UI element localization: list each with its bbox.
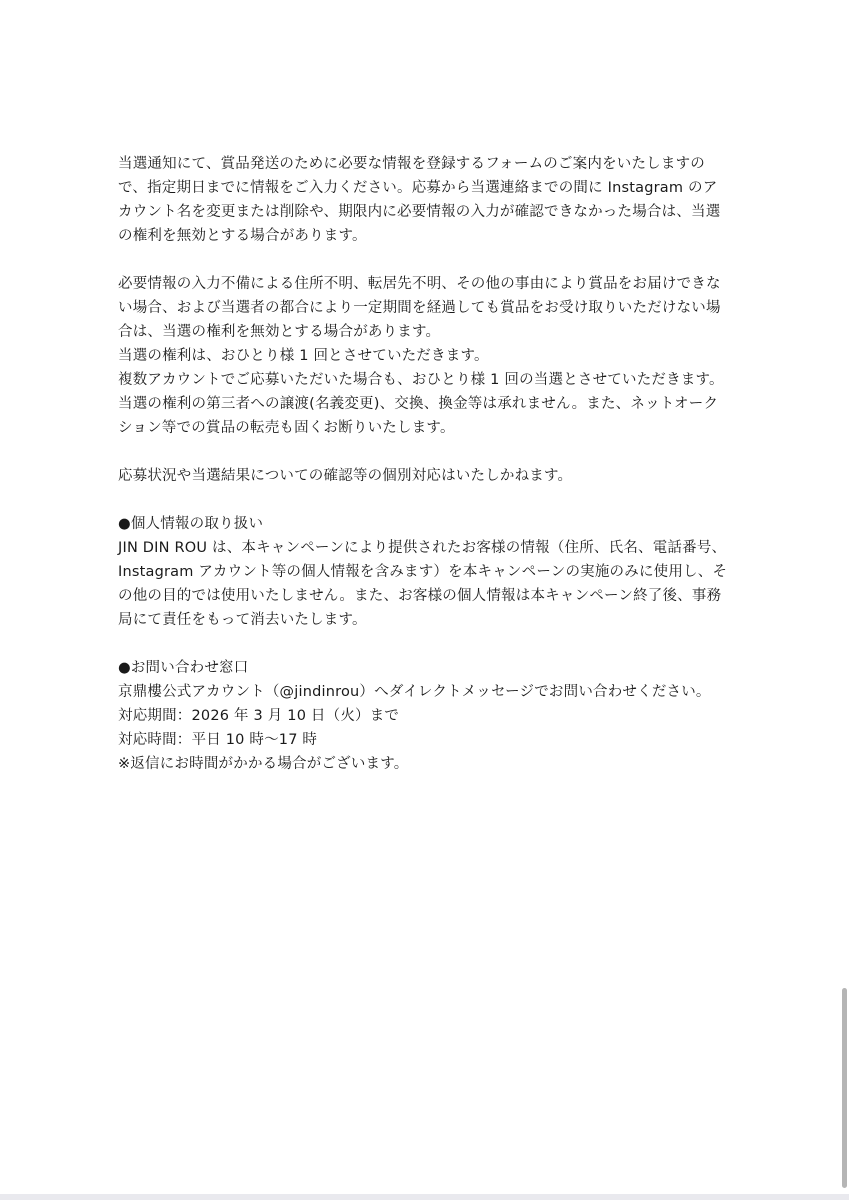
notice-paragraph-3 — [118, 464, 728, 488]
vertical-scrollbar[interactable] — [841, 0, 849, 1192]
text-line: 当選の権利は、おひとり様 1 回とさせていただきます。 — [118, 348, 489, 364]
bottom-edge-bar — [0, 1194, 849, 1200]
document-content — [118, 152, 728, 776]
contact-hours: 対応時間：平日 10 時〜17 時 — [118, 732, 318, 748]
privacy-section — [118, 512, 728, 632]
contact-heading: ●お問い合わせ窓口 — [118, 660, 249, 676]
text-line: 必要情報の入力不備による住所不明、転居先不明、その他の事由により賞品をお届けできない場合、および当選者の都合により一定期間を経過しても賞品をお受け取りいただけない場合は、当選の権利を無効とする場合があります。 — [118, 276, 721, 340]
text-line: 当選通知にて、賞品発送のために必要な情報を登録するフォームのご案内をいたしますので、指定期日までに情報をご入力ください。応募から当選連絡までの間に Instagram のアカウント名を変更または削除や、期限内に必要情報の入力が確認できなかった場合は、当選の権利を無効とする場合があります。 — [118, 156, 721, 244]
paragraph-gap — [118, 440, 728, 464]
privacy-body: JIN DIN ROU は、本キャンペーンにより提供されたお客様の情報（住所、氏名、電話番号、Instagram アカウント等の個人情報を含みます）を本キャンペーンの実施のみに使用し、その他の目的では使用いたしません。また、お客様の個人情報は本キャンペーン終了後、事務局にて責任をもって消去いたします。 — [118, 540, 728, 628]
text-line: 複数アカウントでご応募いただいた場合も、おひとり様 1 回の当選とさせていただきます。 — [118, 372, 724, 388]
paragraph-gap — [118, 632, 728, 656]
privacy-heading: ●個人情報の取り扱い — [118, 516, 264, 532]
contact-period: 対応期間：2026 年 3 月 10 日（火）まで — [118, 708, 400, 724]
contact-section — [118, 656, 728, 776]
contact-line: 京鼎樓公式アカウント（@jindinrou）へダイレクトメッセージでお問い合わせください。 — [118, 684, 711, 700]
paragraph-gap — [118, 248, 728, 272]
notice-paragraph-1 — [118, 152, 728, 248]
contact-note: ※返信にお時間がかかる場合がございます。 — [118, 756, 409, 772]
text-line: 応募状況や当選結果についての確認等の個別対応はいたしかねます。 — [118, 468, 573, 484]
text-line: 当選の権利の第三者への譲渡(名義変更)、交換、換金等は承れません。また、ネットオークション等での賞品の転売も固くお断りいたします。 — [118, 396, 719, 436]
notice-paragraph-2 — [118, 272, 728, 440]
scrollbar-thumb[interactable] — [842, 988, 847, 1188]
paragraph-gap — [118, 488, 728, 512]
